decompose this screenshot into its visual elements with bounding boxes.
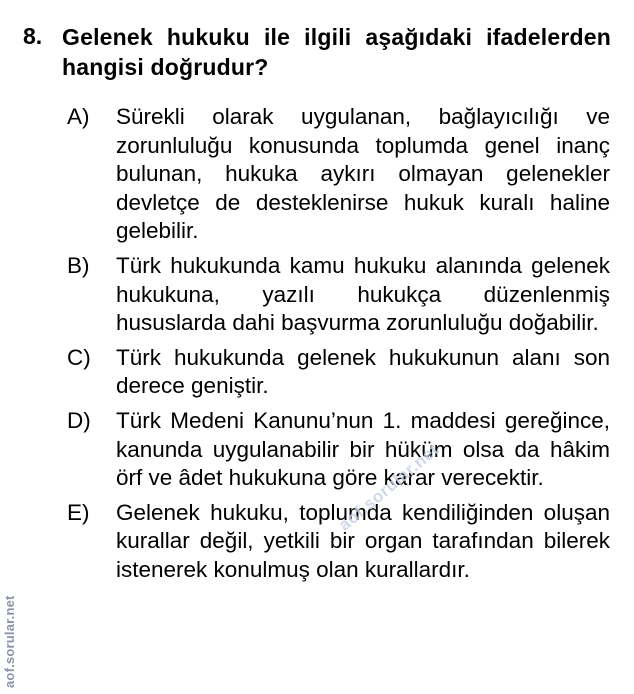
option-text: Türk Medeni Kanunu’nun 1. maddesi gereğince, kanunda uygulanabilir bir hüküm olsa da hâkim örf ve âdet hukukuna göre karar verecektir.: [116, 407, 610, 491]
option-text: Gelenek hukuku, toplumda kendiliğinden oluşan kurallar değil, yetkili bir organ tarafından bilerek istenerek konulmuş olan kurallardır.: [116, 499, 610, 582]
option-e[interactable]: [0, 499, 634, 585]
option-d[interactable]: [0, 407, 634, 493]
option-b[interactable]: [0, 252, 634, 338]
question-stem: Gelenek hukuku ile ilgili aşağıdaki ifadelerden hangisi doğrudur?: [62, 24, 611, 80]
side-watermark: aof.sorular.net: [2, 595, 17, 688]
option-text: Sürekli olarak uygulanan, bağlayıcılığı ve zorunluluğu konusunda toplumda genel inanç bulunan, hukuka aykırı olmayan gelenekler devletçe de desteklenirse hukuk kuralı haline gelebilir.: [116, 104, 610, 244]
option-c[interactable]: [0, 344, 634, 401]
option-label: E): [67, 499, 90, 525]
option-label: D): [67, 407, 91, 433]
option-text: Türk hukukunda kamu hukuku alanında gelenek hukukuna, yazılı hukukça düzenlenmiş hususlarda dahi başvurma zorunluluğu doğabilir.: [116, 252, 610, 336]
option-label: B): [67, 252, 90, 278]
option-text: Türk hukukunda gelenek hukukunun alanı son derece geniştir.: [116, 344, 610, 399]
answer-options: [0, 103, 634, 591]
option-a[interactable]: [0, 103, 634, 246]
option-label: C): [67, 344, 91, 370]
diagonal-watermark: aof.sorular.net: [335, 439, 443, 535]
question-number: 8.: [23, 23, 43, 49]
option-label: A): [67, 104, 90, 129]
